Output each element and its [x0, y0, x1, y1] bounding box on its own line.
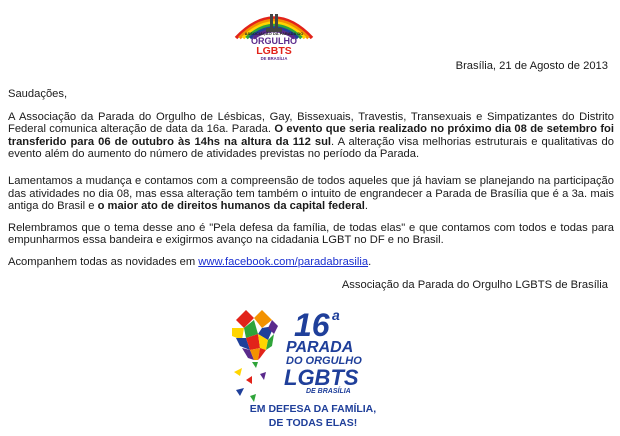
paragraph2-text-a: Lamentamos a mudança e contamos com a compreensão de todos aqueles que já haviam se planejando na participação das atividades no dia 08, mas essa alteração tem também o intuito de engrandecer a Parada de Brasília que é a 3a. mais antiga do Brasil e	[8, 174, 614, 213]
paragraph2-bold: o maior ato de direitos humanos da capital federal	[97, 200, 365, 213]
association-logo	[230, 4, 318, 64]
paragraph-follow	[8, 256, 614, 269]
logo-orgulho: DO ORGULHO	[286, 355, 362, 367]
logo-slogan-line2: DE TODAS ELAS!	[268, 417, 358, 429]
logo-slogan-line1: EM DEFESA DA FAMÍLIA,	[249, 403, 377, 415]
logo-parada: PARADA	[286, 339, 354, 356]
letter-date: Brasília, 21 de Agosto de 2013	[455, 60, 608, 72]
paragraph1-bold: O evento que seria realizado no próximo dia 08 de setembro foi transferido para 06 de outubro às 14hs na altura da 112 sul	[8, 123, 614, 148]
letter-body	[8, 88, 614, 278]
event-logo	[228, 306, 398, 434]
logo-lgbts: LGBTS	[284, 365, 359, 390]
paragraph1-text-a: A Associação da Parada do Orgulho de Lésbicas, Gay, Bissexuais, Travestis, Transexuais e Simpatizantes do Distrito Federal comunica alteração de data da 16a. Parada.	[8, 110, 614, 136]
follow-text: Acompanhem todas as novidades em	[8, 255, 199, 268]
mosaic-heart-logo-icon	[228, 306, 398, 434]
logo-brasilia: DE BRASÍLIA	[306, 388, 351, 395]
logo-line3: LGBTS	[256, 45, 292, 57]
facebook-link[interactable]: www.facebook.com/paradabrasilia	[198, 255, 369, 268]
logo-number: 16	[294, 307, 330, 343]
signature: Associação da Parada do Orgulho LGBTS de Brasília	[341, 279, 608, 291]
logo-line2: ORGULHO	[251, 36, 297, 46]
logo-ordinal: a	[332, 307, 340, 323]
paragraph2-text-b: .	[364, 200, 368, 213]
logo-line1: ASSOCIAÇÃO DA PARADA DO	[244, 31, 304, 36]
paragraph1-text-b: . A alteração visa melhorias estruturais e qualitativas do evento além do aumento do número de atividades previstas no período da Parada.	[8, 135, 614, 161]
logo-line4: DE BRASÍLIA	[260, 56, 288, 61]
paragraph-announcement	[8, 111, 614, 161]
rainbow-arch-logo-icon	[230, 4, 318, 64]
paragraph-apology	[8, 175, 614, 213]
follow-end: .	[368, 255, 372, 268]
paragraph-theme: Relembramos que o tema desse ano é "Pela defesa da família, de todas elas" e que contamos com todos e todas para empunharmos essa bandeira e exigirmos avanço na cidadania LGBT no DF e no Brasil.	[8, 221, 614, 247]
greeting: Saudações,	[8, 88, 68, 100]
